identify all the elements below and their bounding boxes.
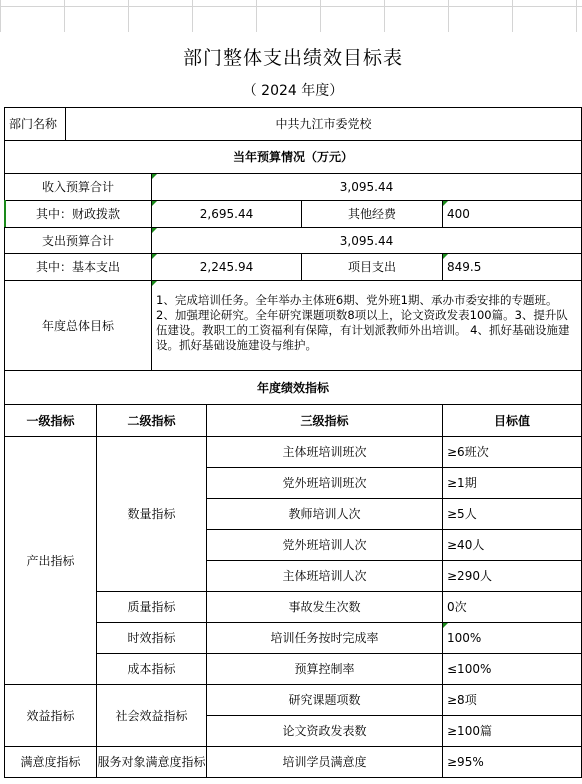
indicator-name[interactable]: 论文资政发表数 — [206, 715, 443, 747]
page-title: 部门整体支出绩效目标表 — [182, 47, 403, 69]
sheet-gridlines — [0, 0, 582, 32]
indicator-name[interactable]: 教师培训人次 — [206, 498, 443, 530]
dept-value[interactable]: 中共九江市委党校 — [65, 107, 582, 141]
level2-timeliness[interactable]: 时效指标 — [96, 622, 207, 654]
indicator-target[interactable]: ≥290人 — [442, 560, 582, 592]
header-level1: 一级指标 — [4, 404, 97, 437]
cell-comment-marker — [443, 254, 448, 259]
cell-comment-marker — [443, 201, 448, 206]
goal-label[interactable]: 年度总体目标 — [4, 280, 152, 371]
cell-comment-marker — [152, 281, 157, 286]
income-total-label[interactable]: 收入预算合计 — [4, 173, 152, 201]
cell-comment-marker — [152, 201, 157, 206]
project-label[interactable]: 项目支出 — [301, 253, 443, 281]
indicator-name[interactable]: 预算控制率 — [206, 653, 443, 685]
grid-row-line — [0, 6, 582, 7]
indicator-target[interactable]: ≥100篇 — [442, 715, 582, 747]
expense-total-label[interactable]: 支出预算合计 — [4, 227, 152, 254]
indicator-name[interactable]: 主体班培训班次 — [206, 436, 443, 468]
other-value[interactable]: 400 — [442, 200, 582, 228]
project-value[interactable]: 849.5 — [442, 253, 582, 281]
indicator-name[interactable]: 研究课题项数 — [206, 684, 443, 716]
indicator-name[interactable]: 事故发生次数 — [206, 591, 443, 623]
level1-satisfaction[interactable]: 满意度指标 — [4, 746, 97, 778]
fiscal-label[interactable]: 其中：财政拨款 — [4, 200, 152, 228]
level1-benefit[interactable]: 效益指标 — [4, 684, 97, 747]
header-level3: 三级指标 — [206, 404, 443, 437]
expense-total-value[interactable]: 3,095.44 — [151, 227, 582, 254]
indicator-target[interactable]: ≥5人 — [442, 498, 582, 530]
header-target: 目标值 — [442, 404, 582, 437]
indicator-target[interactable]: ≤100% — [442, 653, 582, 685]
cell-comment-marker — [152, 228, 157, 233]
indicator-target[interactable]: ≥95% — [442, 746, 582, 778]
level2-social-benefit[interactable]: 社会效益指标 — [96, 684, 207, 747]
goal-text[interactable]: 1、完成培训任务。全年举办主体班6期、党外班1期、承办市委安排的专题班。 2、加强理论研究。全年研究课题项数8项以上，论文资政发表100篇。3、提升队伍建设。教职工的工资福利有保障，有计划派教师外出培训。 4、抓好基础设施建设。抓好基础设施建设与维护。 — [151, 280, 582, 371]
indicator-target[interactable]: ≥1期 — [442, 467, 582, 499]
level2-service-satisfaction[interactable]: 服务对象满意度指标 — [96, 746, 207, 778]
selection-indicator — [4, 200, 6, 228]
indicator-target[interactable]: 0次 — [442, 591, 582, 623]
indicator-name[interactable]: 主体班培训人次 — [206, 560, 443, 592]
other-label[interactable]: 其他经费 — [301, 200, 443, 228]
indicator-target[interactable]: 100% — [442, 622, 582, 654]
indicator-target[interactable]: ≥8项 — [442, 684, 582, 716]
indicator-target[interactable]: ≥40人 — [442, 529, 582, 561]
level2-quality[interactable]: 质量指标 — [96, 591, 207, 623]
level1-output[interactable]: 产出指标 — [4, 436, 97, 685]
perf-section-title: 年度绩效指标 — [4, 370, 582, 405]
cell-comment-marker — [152, 174, 157, 179]
indicator-name[interactable]: 党外班培训人次 — [206, 529, 443, 561]
budget-section-title: 当年预算情况（万元） — [4, 140, 582, 174]
level2-cost[interactable]: 成本指标 — [96, 653, 207, 685]
basic-label[interactable]: 其中：基本支出 — [4, 253, 152, 281]
fiscal-value[interactable]: 2,695.44 — [151, 200, 302, 228]
indicator-target[interactable]: ≥6班次 — [442, 436, 582, 468]
indicator-name[interactable]: 党外班培训班次 — [206, 467, 443, 499]
income-total-value[interactable]: 3,095.44 — [151, 173, 582, 201]
cell-comment-marker — [152, 254, 157, 259]
dept-label[interactable]: 部门名称 — [4, 107, 66, 141]
basic-value[interactable]: 2,245.94 — [151, 253, 302, 281]
level2-quantity[interactable]: 数量指标 — [96, 436, 207, 592]
indicator-name[interactable]: 培训任务按时完成率 — [206, 622, 443, 654]
header-level2: 二级指标 — [96, 404, 207, 437]
indicator-name[interactable]: 培训学员满意度 — [206, 746, 443, 778]
year-subtitle: （ 2024 年度） — [242, 83, 344, 99]
cell-comment-marker — [443, 623, 448, 628]
